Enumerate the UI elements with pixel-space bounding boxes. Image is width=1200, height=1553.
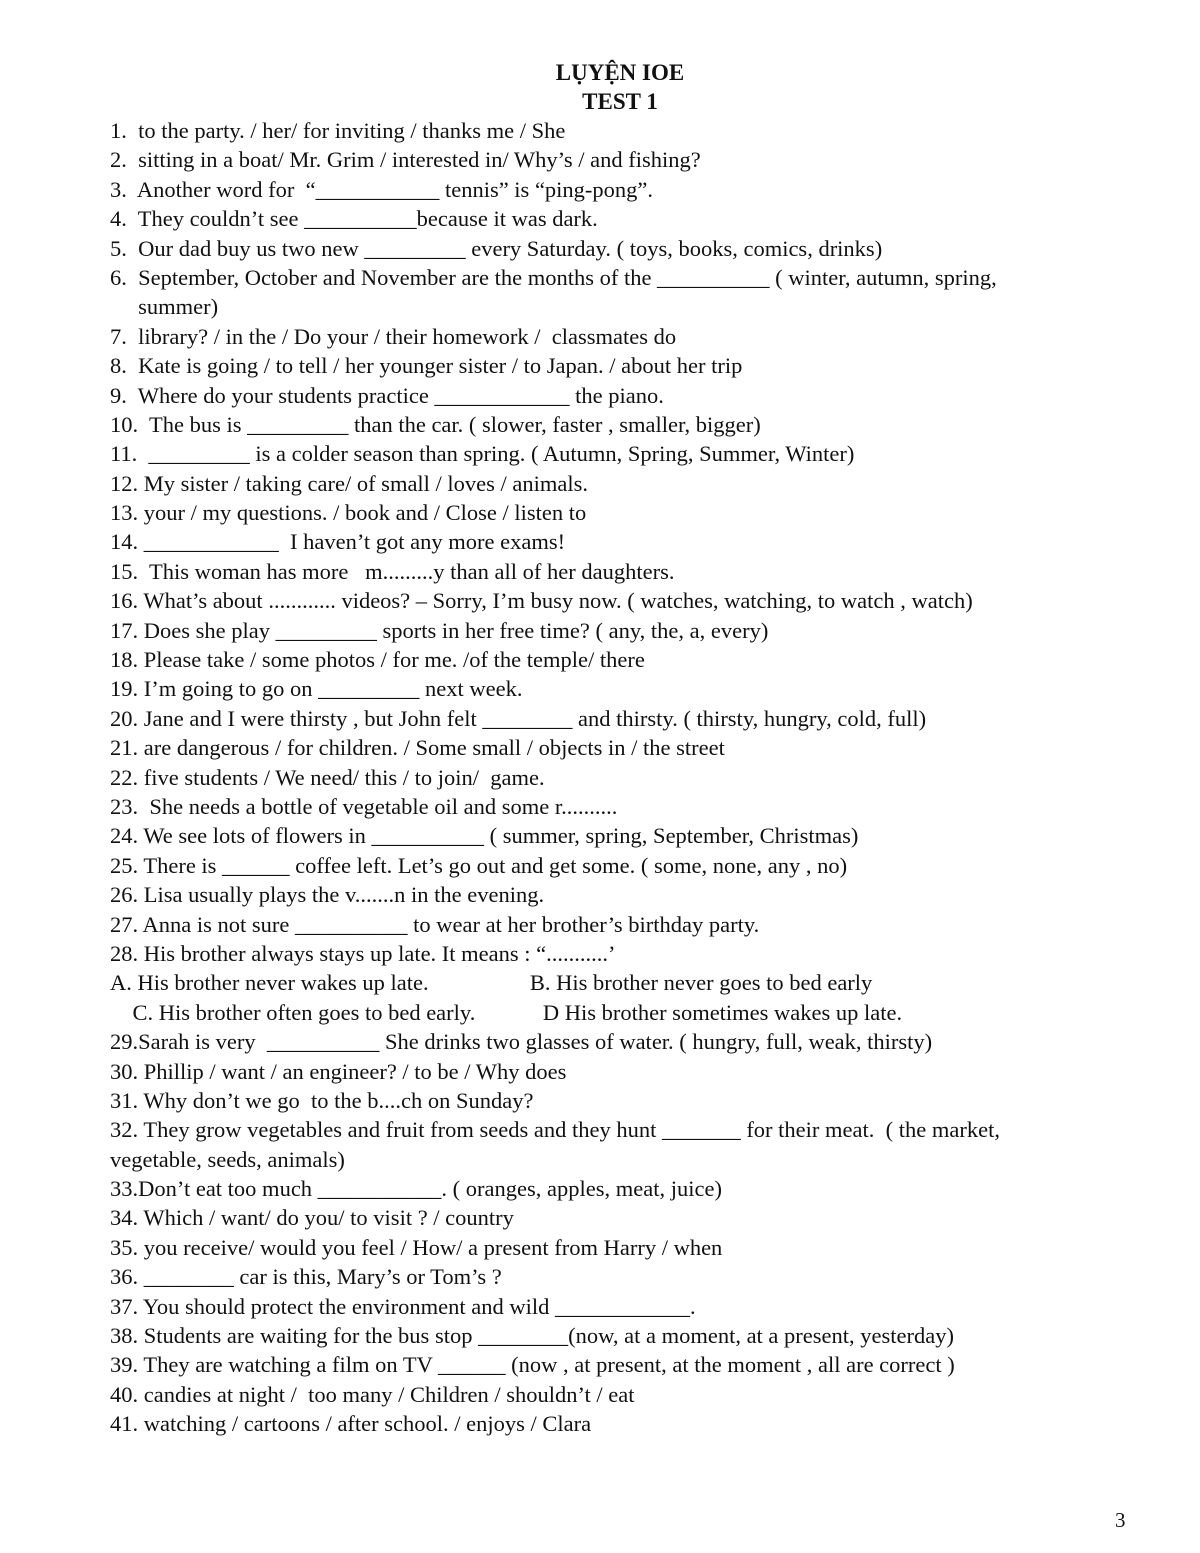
question-line: 36. ________ car is this, Mary’s or Tom’s ? (110, 1264, 502, 1290)
question-line: 35. you receive/ would you feel / How/ a present from Harry / when (110, 1234, 723, 1260)
question-line: 37. You should protect the environment and wild ____________. (110, 1293, 696, 1319)
question-line: A. His brother never wakes up late. B. His brother never goes to bed early (110, 970, 873, 996)
question-line: 2. sitting in a boat/ Mr. Grim / interested in/ Why’s / and fishing? (110, 147, 701, 173)
question-line: 22. five students / We need/ this / to join/ game. (110, 764, 545, 790)
question-line: 41. watching / cartoons / after school. / enjoys / Clara (110, 1411, 592, 1437)
question-line: 33.Don’t eat too much ___________. ( oranges, apples, meat, juice) (110, 1176, 722, 1202)
question-line: 12. My sister / taking care/ of small / loves / animals. (110, 470, 589, 496)
question-line: 21. are dangerous / for children. / Some small / objects in / the street (110, 735, 725, 761)
question-line: 38. Students are waiting for the bus stop ________(now, at a moment, at a present, yesterday) (110, 1323, 954, 1349)
question-line: 32. They grow vegetables and fruit from seeds and they hunt _______ for their meat. ( the market, (110, 1117, 1000, 1143)
question-line: 3. Another word for “___________ tennis” is “ping-pong”. (110, 176, 654, 202)
question-line: 14. ____________ I haven’t got any more exams! (110, 529, 566, 555)
question-line: 18. Please take / some photos / for me. /of the temple/ there (110, 647, 645, 673)
question-line: 40. candies at night / too many / Children / shouldn’t / eat (110, 1381, 635, 1407)
question-line: 25. There is ______ coffee left. Let’s go out and get some. ( some, none, any , no) (110, 852, 848, 878)
question-line: 30. Phillip / want / an engineer? / to be / Why does (110, 1058, 567, 1084)
page-number: 3 (1115, 1508, 1126, 1532)
question-line: 16. What’s about ............ videos? – Sorry, I’m busy now. ( watches, watching, to watch , watch) (110, 588, 973, 614)
question-line: 5. Our dad buy us two new _________ every Saturday. ( toys, books, comics, drinks) (110, 235, 883, 261)
question-line: 29.Sarah is very __________ She drinks two glasses of water. ( hungry, full, weak, thirsty) (110, 1029, 933, 1055)
question-list (110, 116, 1130, 1439)
test-heading: TEST 1 (582, 89, 658, 114)
question-line: 6. September, October and November are the months of the __________ ( winter, autumn, spring, (110, 264, 997, 290)
question-line: 9. Where do your students practice ____________ the piano. (110, 382, 664, 408)
question-line: 34. Which / want/ do you/ to visit ? / country (110, 1205, 514, 1231)
question-line: 4. They couldn’t see __________because it was dark. (110, 206, 598, 232)
question-line: 13. your / my questions. / book and / Close / listen to (110, 500, 587, 526)
question-line: 31. Why don’t we go to the b....ch on Sunday? (110, 1087, 534, 1113)
question-line: summer) (110, 294, 219, 320)
question-line: 20. Jane and I were thirsty , but John felt ________ and thirsty. ( thirsty, hungry, cold, full) (110, 705, 927, 731)
question-line: 19. I’m going to go on _________ next week. (110, 676, 523, 702)
question-line: C. His brother often goes to bed early. D His brother sometimes wakes up late. (110, 999, 903, 1025)
question-line: 24. We see lots of flowers in __________ ( summer, spring, September, Christmas) (110, 823, 859, 849)
question-line: 11. _________ is a colder season than spring. ( Autumn, Spring, Summer, Winter) (110, 441, 855, 467)
question-line: 17. Does she play _________ sports in her free time? ( any, the, a, every) (110, 617, 769, 643)
question-line: 1. to the party. / her/ for inviting / thanks me / She (110, 118, 566, 143)
question-line: 23. She needs a bottle of vegetable oil and some r.......... (110, 793, 618, 819)
question-line: 15. This woman has more m.........y than all of her daughters. (110, 558, 675, 584)
question-line: 10. The bus is _________ than the car. ( slower, faster , smaller, bigger) (110, 411, 761, 437)
question-line: 27. Anna is not sure __________ to wear at her brother’s birthday party. (110, 911, 760, 937)
question-line: 26. Lisa usually plays the v.......n in the evening. (110, 882, 545, 908)
worksheet-title: LỤYỆN IOE (555, 60, 685, 85)
question-line: vegetable, seeds, animals) (110, 1146, 345, 1172)
question-line: 8. Kate is going / to tell / her younger sister / to Japan. / about her trip (110, 353, 743, 379)
question-line: 39. They are watching a film on TV ______ (now , at present, at the moment , all are correct ) (110, 1352, 955, 1378)
question-line: 28. His brother always stays up late. It means : “...........’ (110, 940, 616, 966)
question-line: 7. library? / in the / Do your / their homework / classmates do (110, 323, 677, 349)
